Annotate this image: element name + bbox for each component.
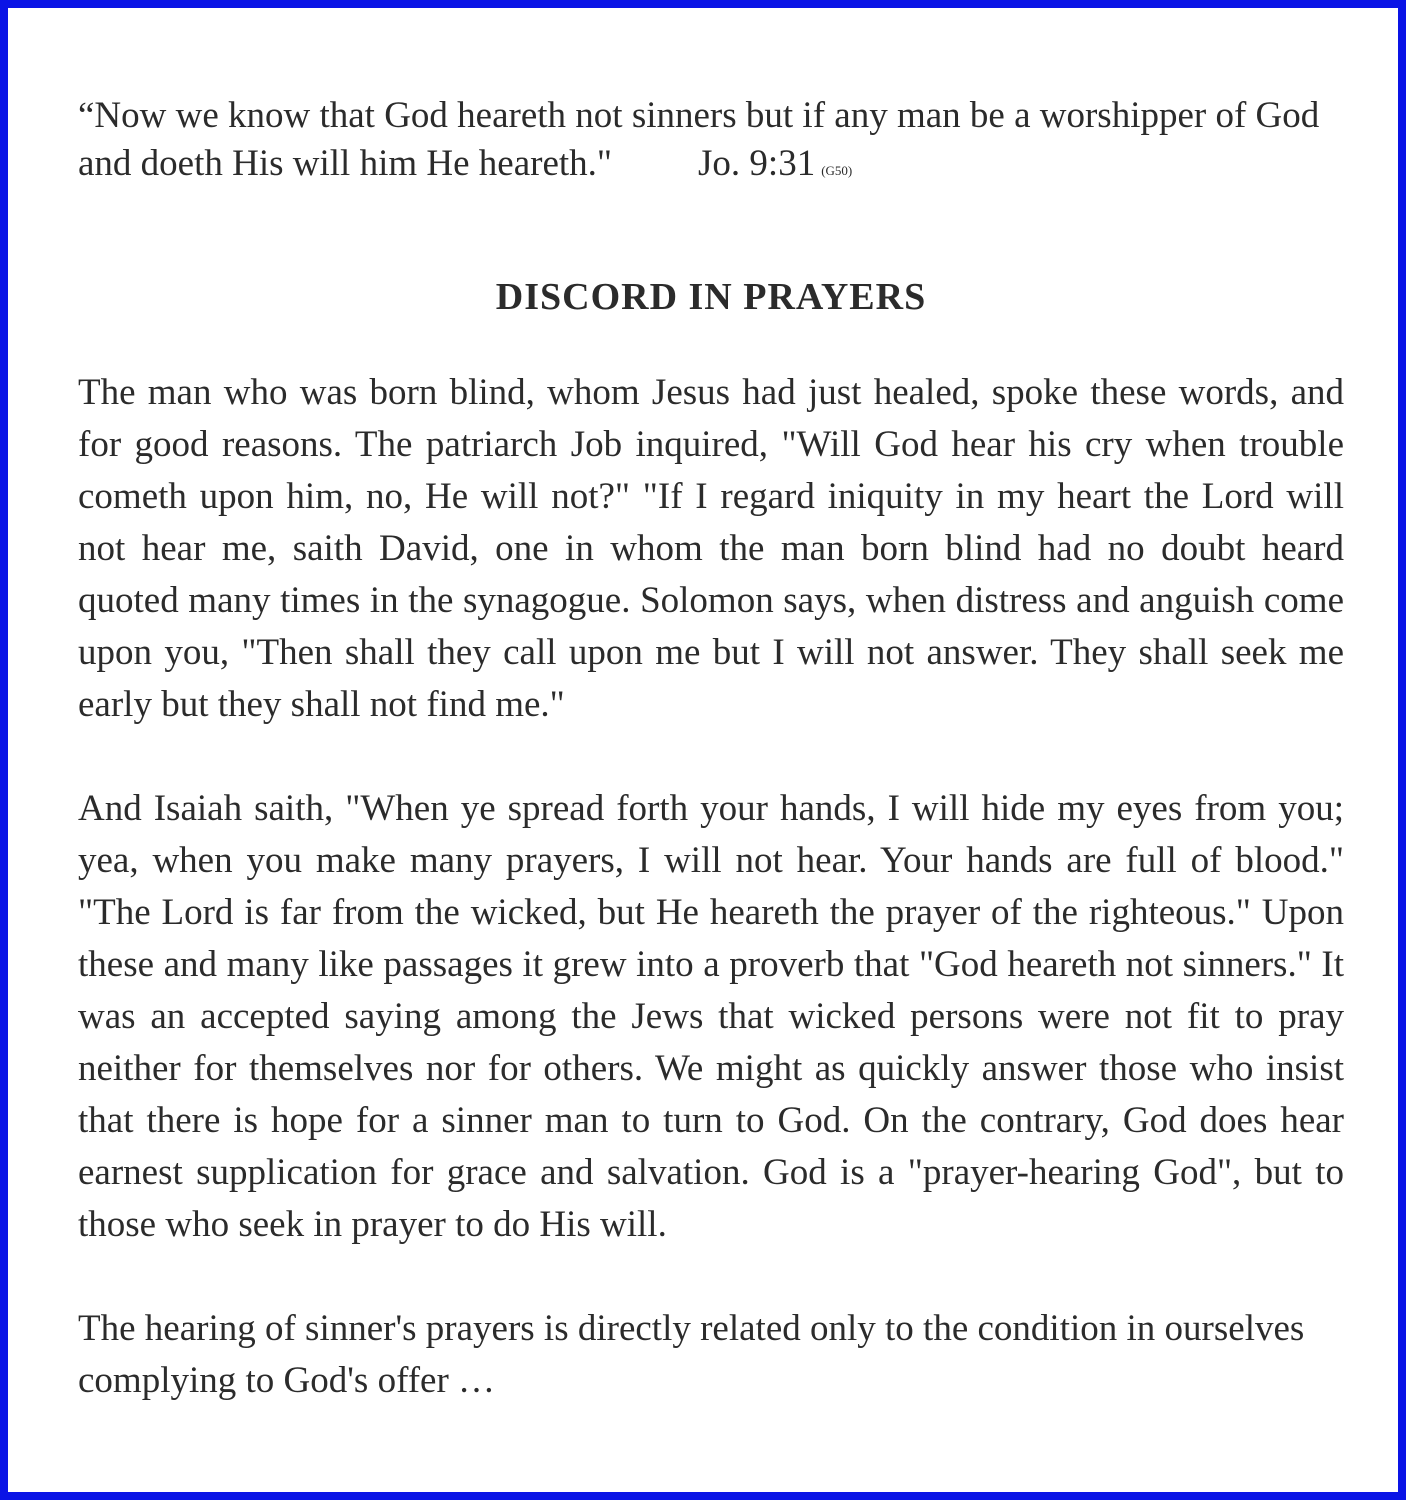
document-body bbox=[78, 92, 1344, 1407]
quote-text: “Now we know that God heareth not sinners but if any man be a worshipper of God and doeth His will him He heareth." bbox=[78, 95, 1320, 184]
quote-code: (G50) bbox=[821, 163, 853, 178]
page-title: DISCORD IN PRAYERS bbox=[495, 276, 927, 318]
paragraph-1: The man who was born blind, whom Jesus had just healed, spoke these words, and for good reasons. The patriarch Job inquired, "Will God hear his cry when trouble cometh upon him, no, He will not?" "If I regard iniquity in my heart the Lord will not hear me, saith David, one in whom the man born blind had no doubt heard quoted many times in the synagogue. Solomon says, when distress and anguish come upon you, "Then shall they call upon me but I will not answer. They shall seek me early but they shall not find me." bbox=[78, 372, 1344, 725]
quote-reference: Jo. 9:31 bbox=[698, 143, 816, 184]
paragraph-3: The hearing of sinner's prayers is directly related only to the condition in ourselves complying to God's offer … bbox=[78, 1308, 1305, 1401]
scripture-quote bbox=[78, 92, 1344, 195]
paragraph-2: And Isaiah saith, "When ye spread forth your hands, I will hide my eyes from you; yea, when you make many prayers, I will not hear. Your hands are full of blood." "The Lord is far from the wicked, but He heareth the prayer of the righteous." Upon these and many like passages it grew into a proverb that "God heareth not sinners." It was an accepted saying among the Jews that wicked persons were not fit to pray neither for themselves nor for others. We might as quickly answer those who insist that there is hope for a sinner man to turn to God. On the contrary, God does hear earnest supplication for grace and salvation. God is a "prayer-hearing God", but to those who seek in prayer to do His will. bbox=[78, 788, 1344, 1245]
